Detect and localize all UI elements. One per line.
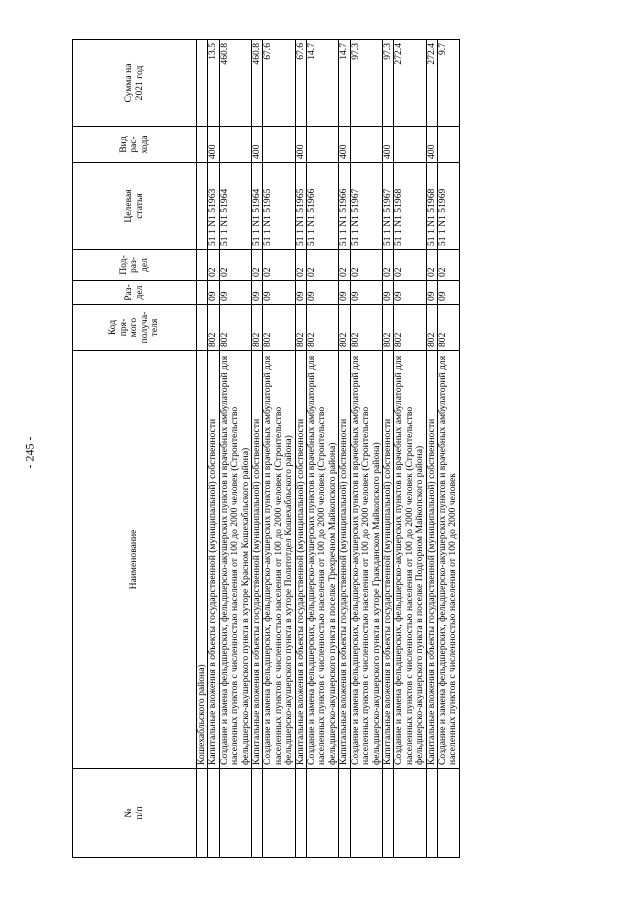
cell-expense-type: 400 [426, 127, 437, 163]
cell-section: 09 [295, 281, 306, 305]
cell-section: 09 [437, 281, 459, 305]
cell-recipient-code: 802 [295, 305, 306, 351]
cell-sum: 67.6 [295, 40, 306, 127]
header-expense-type: Вид рас- хода [73, 127, 197, 163]
cell-recipient-code: 802 [437, 305, 459, 351]
cell-name: Капитальные вложения в объекты государственной (муниципальной) собственности [252, 351, 263, 769]
cell-subsection: 02 [394, 250, 426, 281]
cell-subsection: 02 [219, 250, 251, 281]
header-section: Раз- дел [73, 281, 197, 305]
cell-expense-type [350, 127, 382, 163]
cell-sum: 13.5 [208, 40, 219, 127]
cell-num [197, 769, 208, 858]
header-row [73, 40, 197, 858]
cell-name: Капитальные вложения в объекты государственной (муниципальной) собственности [382, 351, 393, 769]
cell-recipient-code: 802 [350, 305, 382, 351]
cell-target: 51 1 N1 51965 [295, 163, 306, 250]
cell-subsection: 02 [437, 250, 459, 281]
cell-name: Создание и замена фельдшерских, фельдшерско-акушерских пунктов и врачебных амбулаторий для населенных пунктов с численностью населения от 100 до 2000 человек (Строительство фельдшерско-акушерского пункта в хуторе Красном Кошехабльского района) [219, 351, 251, 769]
table-row [252, 40, 263, 858]
cell-target: 51 1 N1 51968 [394, 163, 426, 250]
cell-target: 51 1 N1 51966 [307, 163, 339, 250]
cell-sum: 14.7 [339, 40, 350, 127]
cell-section: 09 [350, 281, 382, 305]
header-name: Наименование [73, 351, 197, 769]
cell-num [295, 769, 306, 858]
page-number-text: - 245 - [22, 436, 37, 468]
cell-subsection: 02 [263, 250, 295, 281]
cell-section [197, 281, 208, 305]
cell-num [437, 769, 459, 858]
cell-name: Создание и замена фельдшерских, фельдшерско-акушерских пунктов и врачебных амбулаторий для населенных пунктов с численностью населения от 100 до 2000 человек (Строительство фельдшерско-акушерского пункта в поселке Трехречном Майкопского района) [307, 351, 339, 769]
cell-sum: 97.3 [382, 40, 393, 127]
header-recipient-code: Код пря- мого получа- теля [73, 305, 197, 351]
cell-expense-type [197, 127, 208, 163]
cell-subsection: 02 [252, 250, 263, 281]
header-num: № п/п [73, 769, 197, 858]
cell-subsection: 02 [208, 250, 219, 281]
cell-num [307, 769, 339, 858]
cell-sum: 14.7 [307, 40, 339, 127]
cell-num [219, 769, 251, 858]
table-row [339, 40, 350, 858]
cell-num [252, 769, 263, 858]
cell-section: 09 [339, 281, 350, 305]
cell-expense-type [219, 127, 251, 163]
cell-subsection [197, 250, 208, 281]
cell-target: 51 1 N1 51967 [350, 163, 382, 250]
table-row [437, 40, 459, 858]
cell-target: 51 1 N1 51964 [219, 163, 251, 250]
cell-expense-type [437, 127, 459, 163]
cell-section: 09 [219, 281, 251, 305]
budget-table [72, 39, 460, 858]
cell-section: 09 [394, 281, 426, 305]
cell-subsection: 02 [339, 250, 350, 281]
cell-recipient-code: 802 [426, 305, 437, 351]
cell-name: Создание и замена фельдшерских, фельдшерско-акушерских пунктов и врачебных амбулаторий для населенных пунктов с численностью населения от 100 до 2000 человек [437, 351, 459, 769]
cell-num [394, 769, 426, 858]
cell-sum: 97.3 [350, 40, 382, 127]
table-row [382, 40, 393, 858]
cell-num [208, 769, 219, 858]
table-body [197, 40, 460, 858]
cell-expense-type: 400 [382, 127, 393, 163]
cell-expense-type: 400 [252, 127, 263, 163]
table-row [208, 40, 219, 858]
cell-target: 51 1 N1 51963 [208, 163, 219, 250]
cell-expense-type [307, 127, 339, 163]
cell-recipient-code: 802 [339, 305, 350, 351]
table-row [307, 40, 339, 858]
cell-target: 51 1 N1 51968 [426, 163, 437, 250]
cell-target: 51 1 N1 51964 [252, 163, 263, 250]
cell-num [339, 769, 350, 858]
cell-name: Создание и замена фельдшерских, фельдшерско-акушерских пунктов и врачебных амбулаторий для населенных пунктов с численностью населения от 100 до 2000 человек (Строительство фельдшерско-акушерского пункта в хуторе Гражданском Майкопского района) [350, 351, 382, 769]
cell-name: Кошехабльского района) [197, 351, 208, 769]
cell-recipient-code: 802 [219, 305, 251, 351]
header-sum: Сумма на 2021 год [73, 40, 197, 127]
cell-name: Капитальные вложения в объекты государственной (муниципальной) собственности [426, 351, 437, 769]
cell-sum [197, 40, 208, 127]
cell-sum: 67.6 [263, 40, 295, 127]
cell-section: 09 [426, 281, 437, 305]
cell-num [382, 769, 393, 858]
budget-table-frame [72, 40, 587, 858]
cell-expense-type: 400 [339, 127, 350, 163]
cell-expense-type: 400 [295, 127, 306, 163]
cell-num [263, 769, 295, 858]
cell-name: Капитальные вложения в объекты государственной (муниципальной) собственности [339, 351, 350, 769]
cell-subsection: 02 [382, 250, 393, 281]
table-row [263, 40, 295, 858]
header-subsection: Под- раз- дел [73, 250, 197, 281]
cell-name: Создание и замена фельдшерских, фельдшерско-акушерских пунктов и врачебных амбулаторий для населенных пунктов с численностью населения от 100 до 2000 человек (Строительство фельдшерско-акушерского пункта в хуторе Политотдел Кошехабльского района) [263, 351, 295, 769]
cell-recipient-code: 802 [307, 305, 339, 351]
cell-sum: 9.7 [437, 40, 459, 127]
cell-recipient-code [197, 305, 208, 351]
cell-expense-type [394, 127, 426, 163]
table-row [219, 40, 251, 858]
rotated-table [72, 40, 587, 858]
table-header [73, 40, 197, 858]
cell-name: Капитальные вложения в объекты государственной (муниципальной) собственности [295, 351, 306, 769]
cell-recipient-code: 802 [394, 305, 426, 351]
table-row [394, 40, 426, 858]
cell-sum: 460.8 [219, 40, 251, 127]
cell-section: 09 [263, 281, 295, 305]
cell-expense-type: 400 [208, 127, 219, 163]
table-row [350, 40, 382, 858]
cell-target: 51 1 N1 51965 [263, 163, 295, 250]
cell-subsection: 02 [350, 250, 382, 281]
cell-section: 09 [208, 281, 219, 305]
table-row [197, 40, 208, 858]
cell-recipient-code: 802 [208, 305, 219, 351]
cell-sum: 272.4 [426, 40, 437, 127]
cell-target: 51 1 N1 51967 [382, 163, 393, 250]
table-row [426, 40, 437, 858]
cell-section: 09 [252, 281, 263, 305]
header-target: Целевая статья [73, 163, 197, 250]
cell-recipient-code: 802 [382, 305, 393, 351]
cell-recipient-code: 802 [252, 305, 263, 351]
cell-expense-type [263, 127, 295, 163]
cell-target [197, 163, 208, 250]
table-row [295, 40, 306, 858]
cell-num [350, 769, 382, 858]
cell-subsection: 02 [295, 250, 306, 281]
cell-sum: 460.8 [252, 40, 263, 127]
cell-subsection: 02 [426, 250, 437, 281]
cell-section: 09 [307, 281, 339, 305]
cell-name: Создание и замена фельдшерских, фельдшерско-акушерских пунктов и врачебных амбулаторий для населенных пунктов с численностью населения от 100 до 2000 человек (Строительство фельдшерско-акушерского пункта в поселке Подгорном Майкопского района) [394, 351, 426, 769]
cell-sum: 272.4 [394, 40, 426, 127]
cell-target: 51 1 N1 51969 [437, 163, 459, 250]
cell-name: Капитальные вложения в объекты государственной (муниципальной) собственности [208, 351, 219, 769]
cell-recipient-code: 802 [263, 305, 295, 351]
page-number [0, 430, 60, 474]
cell-subsection: 02 [307, 250, 339, 281]
cell-target: 51 1 N1 51966 [339, 163, 350, 250]
cell-num [426, 769, 437, 858]
cell-section: 09 [382, 281, 393, 305]
